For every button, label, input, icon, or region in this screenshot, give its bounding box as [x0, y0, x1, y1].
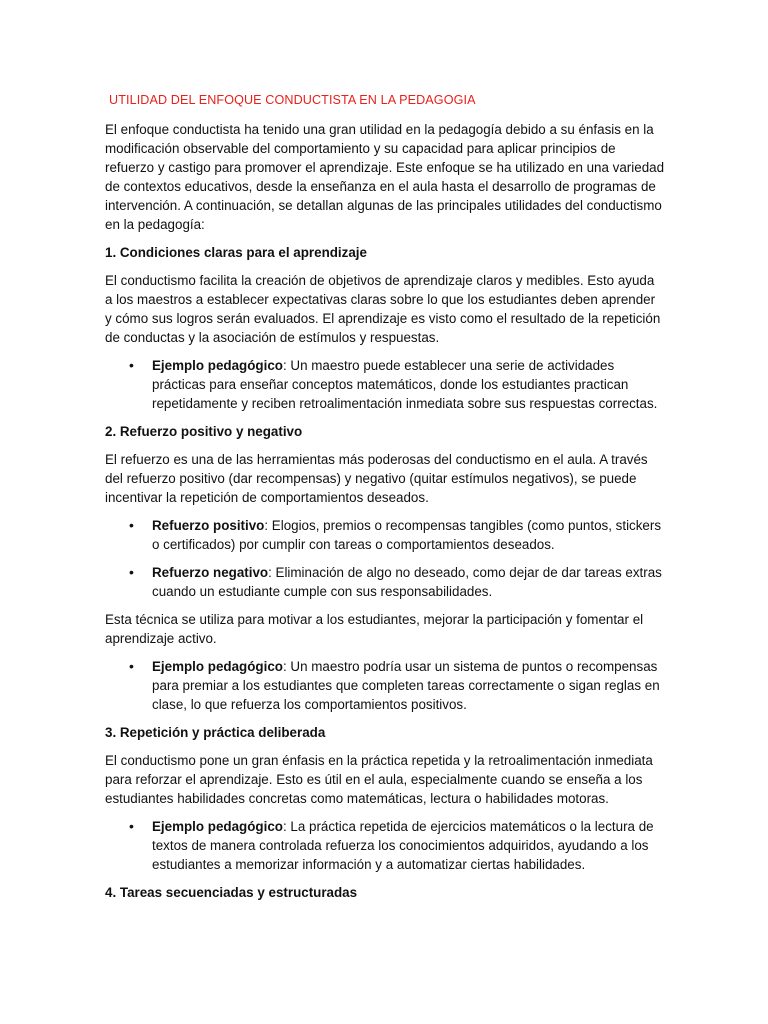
bullet-list-1: [105, 356, 665, 413]
bullet-text: : La práctica repetida de ejercicios matemáticos o la lectura de textos de manera controlada refuerza los conocimientos adquiridos, ayudando a los estudiantes a memorizar información y a automatizar ciertas habilidades.: [152, 819, 654, 872]
section-paragraph-1: El conductismo facilita la creación de objetivos de aprendizaje claros y medibles. Esto ayuda a los maestros a establecer expectativas claras sobre lo que los estudiantes deben aprender y cómo sus logros serán evaluados. El aprendizaje es visto como el resultado de la repetición de conductas y la asociación de estímulos y respuestas.: [105, 273, 661, 345]
section-heading-2: 2. Refuerzo positivo y negativo: [105, 424, 303, 439]
section-paragraph-2: El refuerzo es una de las herramientas más poderosas del conductismo en el aula. A través del refuerzo positivo (dar recompensas) y negativo (quitar estímulos negativos), se puede incentivar la repetición de comportamientos deseados.: [105, 452, 648, 505]
bullet-text: : Elogios, premios o recompensas tangibles (como puntos, stickers o certificados) por cumplir con tareas o comportamientos deseados.: [152, 518, 662, 552]
bullet-icon: •: [129, 564, 134, 580]
section-paragraph-2b: Esta técnica se utiliza para motivar a los estudiantes, mejorar la participación y fomentar el aprendizaje activo.: [105, 612, 644, 646]
list-item: [105, 657, 665, 714]
section-heading-4: 4. Tareas secuenciadas y estructuradas: [105, 885, 358, 900]
document-title: UTILIDAD DEL ENFOQUE CONDUCTISTA EN LA PEDAGOGIA: [109, 93, 476, 107]
bullet-list-2b: [105, 657, 665, 714]
bullet-text: : Un maestro puede establecer una serie de actividades prácticas para enseñar conceptos matemáticos, donde los estudiantes practican repetidamente y reciben retroalimentación inmediata sobre sus respuestas correctas.: [152, 358, 658, 411]
bullet-icon: •: [129, 357, 134, 373]
bullet-term: Refuerzo negativo: [152, 565, 269, 580]
bullet-term: Refuerzo positivo: [152, 518, 265, 533]
bullet-term: Ejemplo pedagógico: [152, 659, 283, 674]
bullet-icon: •: [129, 658, 134, 674]
list-item: [105, 563, 665, 601]
bullet-term: Ejemplo pedagógico: [152, 358, 283, 373]
bullet-text: : Un maestro podría usar un sistema de puntos o recompensas para premiar a los estudiantes que completen tareas correctamente o sigan reglas en clase, lo que refuerza los comportamientos positivos.: [152, 659, 660, 712]
section-paragraph-3: El conductismo pone un gran énfasis en la práctica repetida y la retroalimentación inmediata para reforzar el aprendizaje. Esto es útil en el aula, especialmente cuando se enseña a los estudiantes habilidades concretas como matemáticas, lectura o habilidades motoras.: [105, 753, 653, 806]
document-page: [105, 92, 665, 911]
bullet-list-2: [105, 516, 665, 601]
bullet-icon: •: [129, 517, 134, 533]
bullet-term: Ejemplo pedagógico: [152, 819, 283, 834]
bullet-text: : Eliminación de algo no deseado, como dejar de dar tareas extras cuando un estudiante cumple con sus responsabilidades.: [152, 565, 662, 599]
list-item: [105, 817, 665, 874]
list-item: [105, 356, 665, 413]
bullet-list-3: [105, 817, 665, 874]
intro-paragraph: El enfoque conductista ha tenido una gran utilidad en la pedagogía debido a su énfasis en la modificación observable del comportamiento y su capacidad para aplicar principios de refuerzo y castigo para promover el aprendizaje. Este enfoque se ha utilizado en una variedad de contextos educativos, desde la enseñanza en el aula hasta el desarrollo de programas de intervención. A continuación, se detallan algunas de las principales utilidades del conductismo en la pedagogía:: [105, 122, 665, 232]
section-heading-3: 3. Repetición y práctica deliberada: [105, 725, 326, 740]
bullet-icon: •: [129, 818, 134, 834]
section-heading-1: 1. Condiciones claras para el aprendizaje: [105, 245, 367, 260]
list-item: [105, 516, 665, 554]
